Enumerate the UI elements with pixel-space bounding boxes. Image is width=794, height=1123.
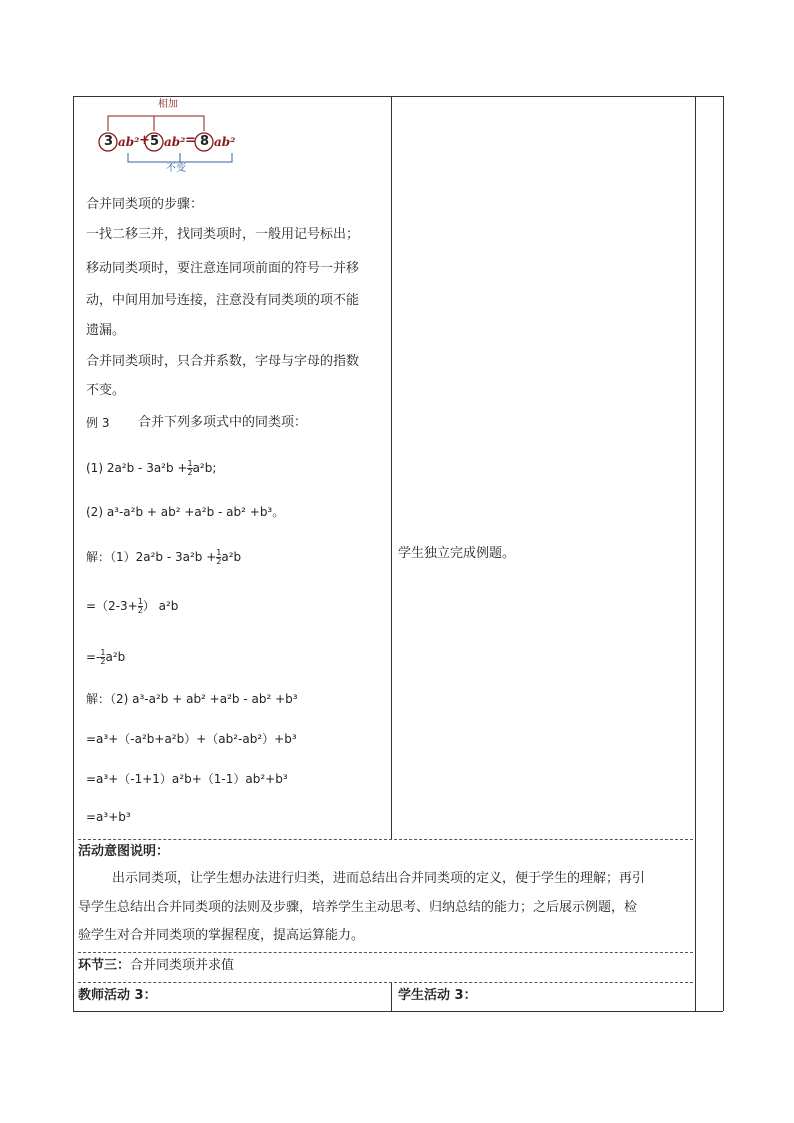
diagram-top-label: 相加 [158, 99, 178, 110]
solution-1-step-1-part-b: ） a²b [142, 599, 179, 613]
diagram-bottom-label: 不变 [166, 163, 186, 174]
solution-1-step-2 [86, 648, 125, 666]
solution-2-step-2: =a³+（-1+1）a²b+（1-1）ab²+b³ [86, 772, 288, 786]
solution-1-step-2-part-b: a²b [105, 650, 126, 664]
solution-2-step-3: =a³+b³ [86, 810, 131, 824]
row-divider-1 [78, 839, 693, 840]
column-divider [391, 96, 392, 839]
table-bottom-border [73, 1011, 723, 1012]
question-1-part-b: a²b; [192, 461, 217, 475]
steps-line-2: 移动同类项时，要注意连同项前面的符号一并移 [86, 261, 360, 276]
column-divider-activity [391, 982, 392, 1011]
fraction-numerator: 1 [187, 459, 193, 468]
section-3-title [78, 957, 234, 975]
section-3-text: 合并同类项并求值 [130, 958, 235, 973]
steps-line-3: 动，中间用加号连接，注意没有同类项的项不能 [86, 293, 360, 308]
diagram-term-2: ab² [164, 135, 186, 149]
example-prompt: 合并下列多项式中的同类项： [138, 415, 308, 430]
row-divider-2 [78, 952, 693, 953]
solution-1-step-1-part-a: =（2-3+ [86, 599, 138, 613]
steps-line-6: 不变。 [86, 383, 126, 398]
steps-line-4: 遗漏。 [86, 323, 126, 338]
steps-line-5: 合并同类项时，只合并系数，字母与字母的指数 [86, 354, 360, 369]
fraction-denominator: 2 [137, 606, 143, 615]
table-inner-right-border [695, 96, 696, 1011]
table-top-border [73, 96, 723, 97]
student-activity-text: 学生独立完成例题。 [398, 546, 516, 561]
solution-1-step-1 [86, 597, 178, 615]
fraction-numerator: 1 [216, 548, 222, 557]
intent-line-1: 出示同类项，让学生想办法进行归类，进而总结出合并同类项的定义，便于学生的理解；再引 [112, 871, 646, 886]
student-activity-3-heading: 学生活动 3： [398, 988, 477, 1003]
fraction-denominator: 2 [100, 657, 106, 666]
diagram-plus: + [139, 133, 150, 148]
row-divider-3 [78, 982, 693, 983]
steps-line-1: 一找二移三并，找同类项时，一般用记号标出； [86, 227, 360, 242]
fraction-numerator: 1 [100, 648, 106, 657]
teacher-activity-3-heading: 教师活动 3： [78, 988, 157, 1003]
solution-2: 解：（2) a³-a²b + ab² +a²b - ab² +b³ [86, 692, 298, 706]
question-2: (2) a³-a²b + ab² +a²b - ab² +b³。 [86, 505, 285, 519]
diagram-equals: = [185, 133, 196, 148]
solution-2-step-1: =a³+（-a²b+a²b）+（ab²-ab²）+b³ [86, 732, 297, 746]
section-3-label: 环节三： [78, 958, 131, 973]
fraction-denominator: 2 [187, 468, 193, 477]
intent-line-3: 验学生对合并同类项的掌握程度，提高运算能力。 [78, 928, 365, 943]
diagram-coef-2: 5 [150, 134, 160, 149]
diagram-coef-3: 8 [200, 134, 210, 149]
intent-line-2: 导学生总结出合并同类项的法则及步骤，培养学生主动思考、归纳总结的能力；之后展示例题，检 [78, 900, 638, 915]
diagram-term-1: ab² [118, 135, 140, 149]
table-left-border [73, 96, 74, 1011]
example-label: 例 3 [86, 416, 110, 430]
question-1 [86, 459, 216, 477]
solution-1-part-b: a²b [221, 550, 242, 564]
table-right-border [723, 96, 724, 1011]
diagram-coef-1: 3 [104, 134, 114, 149]
solution-1-part-a: 解：（1）2a²b - 3a²b + [86, 550, 217, 564]
diagram-term-3: ab² [214, 135, 236, 149]
fraction-denominator: 2 [216, 557, 222, 566]
intent-heading: 活动意图说明： [78, 844, 170, 859]
steps-heading: 合并同类项的步骤： [86, 197, 204, 212]
solution-1-step-2-part-a: =- [86, 650, 101, 664]
fraction-numerator: 1 [137, 597, 143, 606]
solution-1 [86, 548, 241, 566]
question-1-part-a: (1) 2a²b - 3a²b + [86, 461, 188, 475]
